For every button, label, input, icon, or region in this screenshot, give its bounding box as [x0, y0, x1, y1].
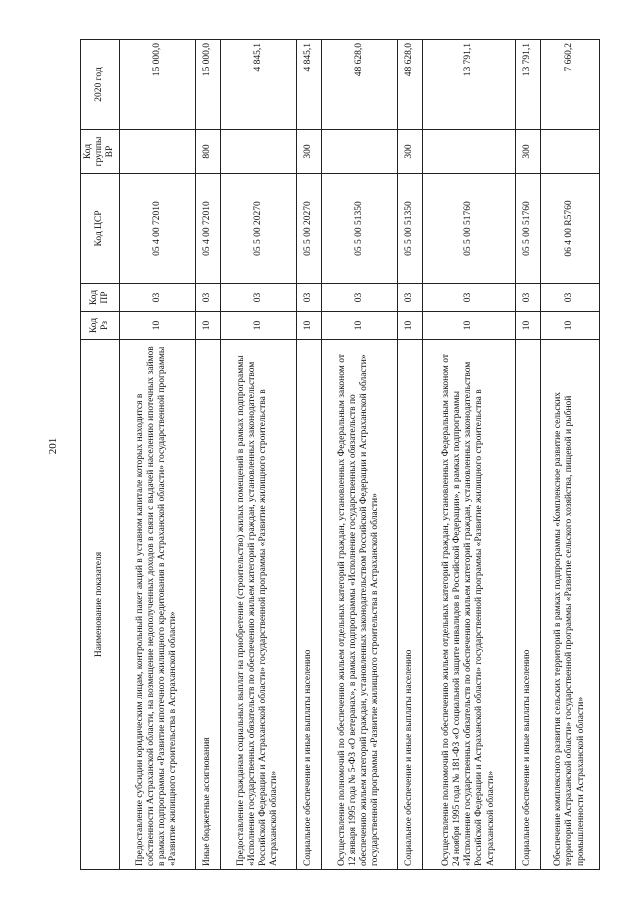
row-csr: 05 5 00 51760: [516, 174, 541, 284]
row-rz: 10: [195, 312, 220, 340]
row-csr: 06 4 00 R5760: [540, 174, 599, 284]
row-pr: 03: [321, 284, 397, 312]
row-vr: [422, 130, 515, 174]
row-name: Предоставление гражданам социальных выплат на приобретение (строительство) жилых помещений в рамках подпрограммы «Исполнение государственных обязательств по обеспечению жильем категорий граждан, установленных законодательством Российской Федерации и Астраханской области» государственной программы «Развитие жилищного строительства в Астраханской области»: [220, 340, 296, 870]
row-rz: 10: [540, 312, 599, 340]
row-sum: 13 791,1: [516, 40, 541, 130]
row-pr: 03: [516, 284, 541, 312]
table-row: [422, 40, 515, 870]
row-rz: 10: [119, 312, 195, 340]
row-sum: 48 628,0: [397, 40, 422, 130]
row-pr: 03: [397, 284, 422, 312]
row-vr: 300: [516, 130, 541, 174]
row-vr: [220, 130, 296, 174]
budget-table: [80, 39, 600, 870]
row-csr: 05 5 00 20270: [296, 174, 321, 284]
table-row: [397, 40, 422, 870]
row-name: Осуществление полномочий по обеспечению жильем отдельных категорий граждан, установленных Федеральным законом от 24 ноября 1995 года № 181-ФЗ «О социальной защите инвалидов в Российской Федерации», в рамках подпрограммы «Исполнение государственных обязательств по обеспечению жильем категорий граждан, установленных законодательством Российской Федерации и Астраханской области» государственной программы «Развитие жилищного строительства в Астраханской области»: [422, 340, 515, 870]
table-row: [516, 40, 541, 870]
row-pr: 03: [540, 284, 599, 312]
row-name: Осуществление полномочий по обеспечению жильем отдельных категорий граждан, установленных Федеральным законом от 12 января 1995 года № 5-ФЗ «О ветеранах», в рамках подпрограммы «Исполнение государственных обязательств по обеспечению жильем категорий граждан, установленных законодательством Российской Федерации и Астраханской области» государственной программы «Развитие жилищного строительства в Астраханской области»: [321, 340, 397, 870]
row-csr: 05 5 00 20270: [220, 174, 296, 284]
row-csr: 05 4 00 72010: [195, 174, 220, 284]
table-row: [220, 40, 296, 870]
row-name: Социальное обеспечение и иные выплаты населению: [397, 340, 422, 870]
row-pr: 03: [119, 284, 195, 312]
row-pr: 03: [220, 284, 296, 312]
row-csr: 05 5 00 51350: [321, 174, 397, 284]
row-sum: 4 845,1: [220, 40, 296, 130]
header-vr: Код группы ВР: [81, 130, 120, 174]
row-name: Обеспечение комплексного развития сельских территорий в рамках подпрограммы «Комплексное развитие сельских территорий Астраханской области» государственной программы «Развитие сельского хозяйства, пищевой и рыбной промышленности Астраханской области»: [540, 340, 599, 870]
header-pr: Код ПР: [81, 284, 120, 312]
rotated-page-content: [80, 40, 600, 870]
table-row: [296, 40, 321, 870]
header-rz: Код Рз: [81, 312, 120, 340]
row-sum: 15 000,0: [119, 40, 195, 130]
table-row: [540, 40, 599, 870]
row-pr: 03: [422, 284, 515, 312]
row-pr: 03: [195, 284, 220, 312]
row-rz: 10: [422, 312, 515, 340]
header-year: 2020 год: [81, 40, 120, 130]
row-csr: 05 5 00 51760: [422, 174, 515, 284]
row-csr: 05 5 00 51350: [397, 174, 422, 284]
row-name: Иные бюджетные ассигнования: [195, 340, 220, 870]
row-sum: 48 628,0: [321, 40, 397, 130]
table-row: [195, 40, 220, 870]
row-name: Социальное обеспечение и иные выплаты населению: [296, 340, 321, 870]
table-header-row: [81, 40, 120, 870]
row-vr: [321, 130, 397, 174]
row-vr: [540, 130, 599, 174]
header-csr: Код ЦСР: [81, 174, 120, 284]
row-sum: 7 660,2: [540, 40, 599, 130]
table-row: [321, 40, 397, 870]
row-name: Социальное обеспечение и иные выплаты населению: [516, 340, 541, 870]
row-csr: 05 4 00 72010: [119, 174, 195, 284]
row-vr: 300: [296, 130, 321, 174]
row-pr: 03: [296, 284, 321, 312]
row-sum: 13 791,1: [422, 40, 515, 130]
row-rz: 10: [321, 312, 397, 340]
row-rz: 10: [220, 312, 296, 340]
row-vr: 800: [195, 130, 220, 174]
row-rz: 10: [397, 312, 422, 340]
header-name: Наименование показателя: [81, 340, 120, 870]
row-rz: 10: [296, 312, 321, 340]
row-vr: [119, 130, 195, 174]
row-sum: 15 000,0: [195, 40, 220, 130]
row-rz: 10: [516, 312, 541, 340]
page-number: 201: [47, 437, 59, 455]
table-row: [119, 40, 195, 870]
row-vr: 300: [397, 130, 422, 174]
row-name: Предоставление субсидии юридическим лицам, контрольный пакет акций в уставном капитале которых находится в собственности Астраханской области, на возмещение недополученных доходов в связи с выдачей населению ипотечных займов в рамках подпрограммы «Развитие ипотечного жилищного кредитования в Астраханской области» государственной программы «Развитие жилищного строительства в Астраханской области»: [119, 340, 195, 870]
row-sum: 4 845,1: [296, 40, 321, 130]
